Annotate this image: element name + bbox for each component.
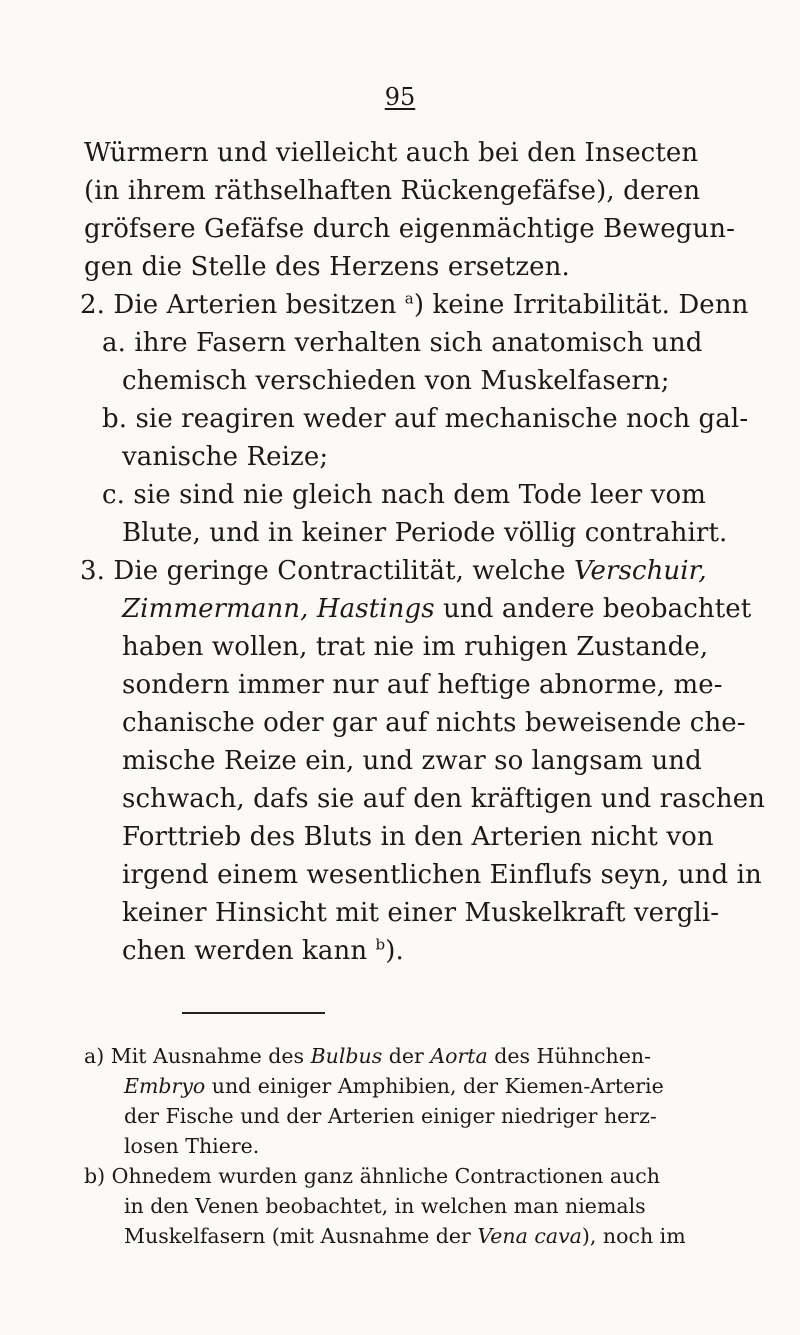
term: Embryo — [124, 1074, 206, 1098]
line-text: ) keine Irritabilität. Denn — [413, 290, 749, 320]
footnote-divider — [182, 1012, 325, 1014]
text-line: (in ihrem räthselhaften Rückengefäfse), deren — [84, 176, 701, 206]
footnote-ref: a — [404, 289, 414, 308]
line-text: des Hühnchen- — [487, 1044, 651, 1068]
text-line: haben wollen, trat nie im ruhigen Zustande, — [122, 632, 709, 662]
text-line — [122, 936, 404, 966]
text-line: irgend einem wesentlichen Einflufs seyn, und in — [122, 860, 762, 890]
term: Aorta — [430, 1044, 488, 1068]
line-text: Muskelfasern (mit Ausnahme der — [124, 1224, 478, 1248]
line-text: 3. Die geringe Contractilität, welche — [80, 556, 574, 586]
footnote-line: b) Ohnedem wurden ganz ähnliche Contractionen auch — [84, 1164, 660, 1188]
text-line: gen die Stelle des Herzens ersetzen. — [84, 252, 570, 282]
line-text: 2. Die Arterien besitzen — [80, 290, 405, 320]
footnote-line — [124, 1072, 664, 1100]
footnote-line — [124, 1222, 686, 1250]
text-line: Forttrieb des Bluts in den Arterien nicht von — [122, 822, 714, 852]
text-line: schwach, dafs sie auf den kräftigen und raschen — [122, 784, 766, 814]
footnote-line: losen Thiere. — [124, 1134, 260, 1158]
line-text: ). — [385, 936, 404, 966]
text-line — [122, 594, 751, 624]
author-name: Zimmermann, Hastings — [122, 594, 435, 624]
text-line: vanische Reize; — [122, 442, 329, 472]
footnote-line: der Fische und der Arterien einiger niedriger herz- — [124, 1104, 657, 1128]
text-line: gröfsere Gefäfse durch eigenmächtige Bewegun- — [84, 214, 735, 244]
line-text: der — [382, 1044, 431, 1068]
text-line: chemisch verschieden von Muskelfasern; — [122, 366, 670, 396]
text-line — [80, 290, 748, 320]
footnote-line: in den Venen beobachtet, in welchen man niemals — [124, 1194, 646, 1218]
term: Vena cava — [477, 1224, 582, 1248]
text-line: chanische oder gar auf nichts beweisende che- — [122, 708, 746, 738]
text-line: b. sie reagiren weder auf mechanische noch gal- — [102, 404, 749, 434]
term: Bulbus — [310, 1044, 383, 1068]
text-line: sondern immer nur auf heftige abnorme, me- — [122, 670, 723, 700]
text-line: mische Reize ein, und zwar so langsam und — [122, 746, 702, 776]
line-text: a) Mit Ausnahme des — [84, 1044, 311, 1068]
page-number: 95 — [384, 83, 416, 111]
line-text: und einiger Amphibien, der Kiemen-Arterie — [205, 1074, 664, 1098]
line-text: chen werden kann — [122, 936, 376, 966]
author-name: Verschuir, — [573, 556, 707, 586]
text-line: Würmern und vielleicht auch bei den Insecten — [84, 138, 699, 168]
text-line: c. sie sind nie gleich nach dem Tode leer vom — [102, 480, 706, 510]
line-text: ), noch im — [581, 1224, 686, 1248]
text-line: keiner Hinsicht mit einer Muskelkraft vergli- — [122, 898, 720, 928]
text-line — [80, 556, 707, 586]
footnote-line — [84, 1042, 651, 1070]
footnote-ref: b — [375, 935, 386, 954]
line-text: und andere beobachtet — [434, 594, 752, 624]
text-line: Blute, und in keiner Periode völlig contrahirt. — [122, 518, 728, 548]
text-line: a. ihre Fasern verhalten sich anatomisch und — [102, 328, 703, 358]
